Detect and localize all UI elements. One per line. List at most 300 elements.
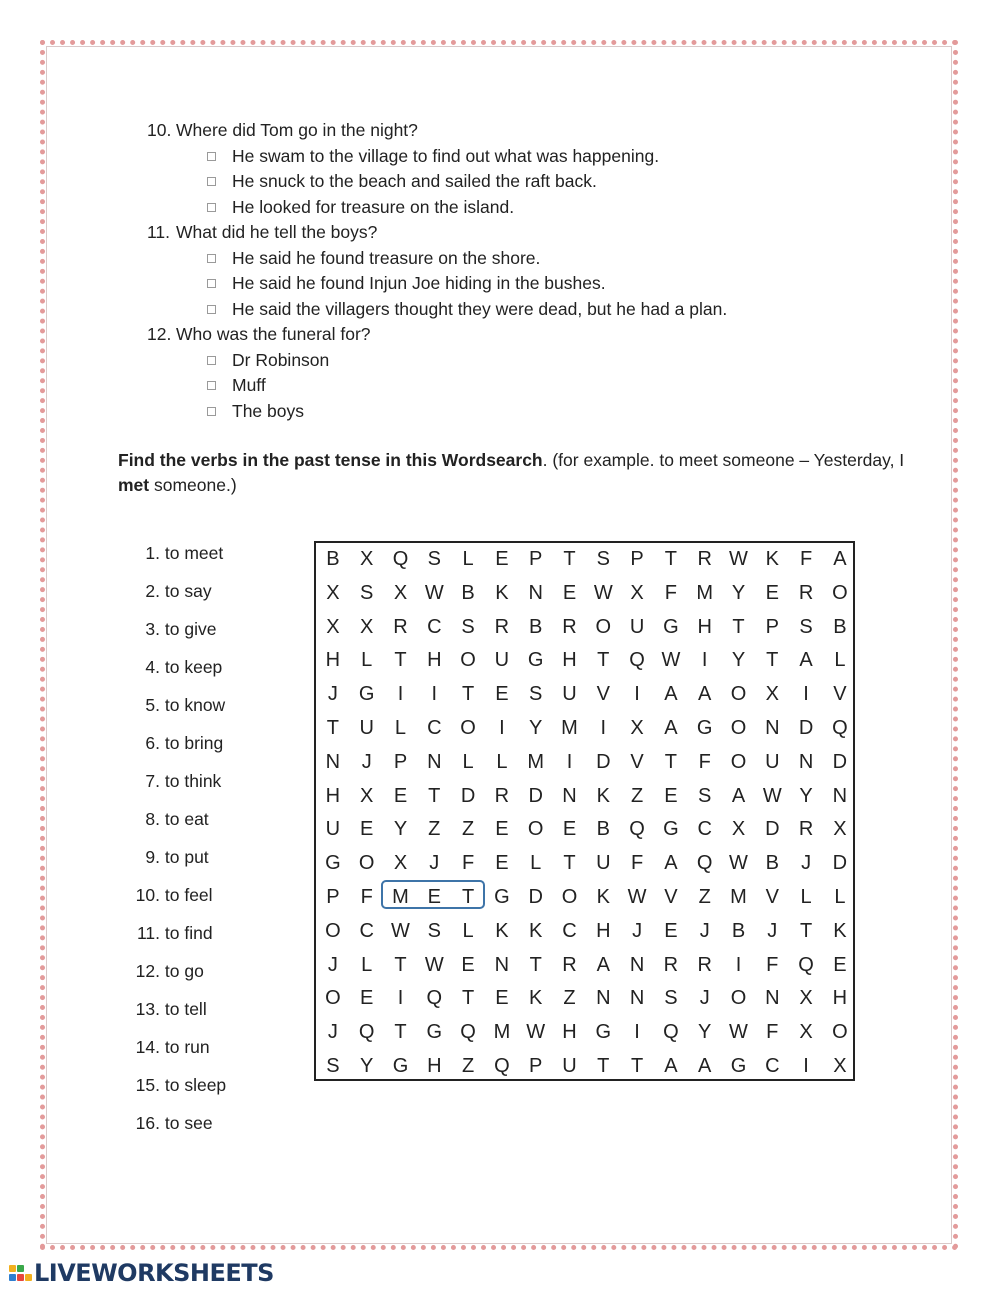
grid-cell[interactable]: O bbox=[730, 750, 747, 773]
logo-square bbox=[9, 1265, 16, 1272]
grid-cell[interactable]: N bbox=[562, 784, 577, 807]
grid-cell[interactable]: X bbox=[833, 1055, 847, 1077]
grid-cell[interactable]: K bbox=[765, 548, 779, 570]
grid-cell[interactable]: Z bbox=[698, 886, 711, 908]
grid-cell[interactable]: J bbox=[327, 683, 338, 706]
grid-cell[interactable]: Y bbox=[731, 581, 746, 604]
answer-option-label: He said the villagers thought they were dead, but he had a plan. bbox=[232, 298, 728, 319]
grid-cell[interactable]: R bbox=[798, 581, 814, 604]
grid-cell[interactable]: P bbox=[529, 1055, 543, 1077]
grid-cell[interactable]: W bbox=[391, 919, 410, 942]
grid-cell[interactable]: K bbox=[495, 581, 509, 604]
grid-cell[interactable]: T bbox=[732, 615, 745, 638]
grid-cell[interactable]: H bbox=[562, 649, 577, 672]
grid-cell[interactable]: O bbox=[595, 615, 612, 638]
grid-cell[interactable]: Q bbox=[460, 1021, 476, 1044]
checkbox-icon[interactable] bbox=[207, 203, 216, 212]
grid-cell[interactable]: G bbox=[325, 852, 341, 875]
grid-cell[interactable]: M bbox=[730, 886, 747, 908]
grid-cell[interactable]: C bbox=[427, 717, 442, 739]
grid-cell[interactable]: X bbox=[765, 683, 779, 706]
grid-cell[interactable]: X bbox=[799, 1021, 813, 1044]
grid-cell[interactable]: N bbox=[629, 953, 645, 976]
grid-cell[interactable]: Q bbox=[358, 1021, 375, 1044]
grid-cell[interactable]: B bbox=[833, 615, 847, 638]
grid-cell[interactable]: J bbox=[361, 750, 372, 773]
grid-cell[interactable]: X bbox=[630, 717, 644, 739]
grid-cell[interactable]: D bbox=[798, 717, 814, 739]
grid-cell[interactable]: N bbox=[798, 750, 814, 773]
grid-cell[interactable]: E bbox=[360, 818, 374, 841]
grid-cell[interactable]: W bbox=[729, 548, 748, 570]
grid-cell[interactable]: M bbox=[527, 750, 545, 773]
grid-cell[interactable]: I bbox=[600, 717, 607, 739]
grid-cell[interactable]: B bbox=[326, 548, 340, 570]
grid-cell[interactable]: N bbox=[494, 953, 510, 976]
grid-cell[interactable]: E bbox=[360, 987, 374, 1010]
grid-cell[interactable]: S bbox=[360, 581, 374, 604]
grid-cell[interactable]: G bbox=[696, 717, 713, 739]
answer-option[interactable] bbox=[207, 246, 727, 272]
answer-option[interactable] bbox=[207, 373, 727, 399]
verb-item bbox=[118, 844, 248, 882]
verb-number: 15. bbox=[135, 1075, 160, 1095]
grid-cell[interactable]: H bbox=[832, 987, 848, 1010]
grid-cell[interactable]: Z bbox=[630, 784, 644, 807]
grid-cell[interactable]: H bbox=[697, 615, 712, 638]
verb-label: to bring bbox=[164, 733, 224, 753]
grid-cell[interactable]: J bbox=[699, 919, 710, 942]
answer-option[interactable] bbox=[207, 195, 727, 221]
grid-cell[interactable]: R bbox=[562, 615, 577, 638]
grid-cell[interactable]: M bbox=[493, 1021, 511, 1044]
grid-cell[interactable]: L bbox=[834, 886, 846, 908]
grid-cell[interactable]: E bbox=[495, 683, 509, 706]
grid-cell[interactable]: O bbox=[832, 1021, 848, 1044]
grid-cell[interactable]: I bbox=[634, 683, 640, 706]
grid-cell[interactable]: Q bbox=[629, 649, 645, 672]
grid-cell[interactable]: E bbox=[495, 548, 509, 570]
verb-number: 1. bbox=[145, 543, 160, 563]
question-number: 10. bbox=[147, 120, 172, 140]
grid-cell[interactable]: A bbox=[664, 1055, 678, 1077]
grid-cell[interactable]: P bbox=[630, 548, 644, 570]
grid-cell[interactable]: T bbox=[597, 649, 610, 672]
grid-cell[interactable]: C bbox=[359, 919, 374, 942]
answer-option[interactable] bbox=[207, 271, 727, 297]
grid-cell[interactable]: D bbox=[596, 750, 611, 773]
grid-cell[interactable]: K bbox=[529, 987, 543, 1010]
verb-label: to feel bbox=[164, 885, 213, 905]
grid-cell[interactable]: L bbox=[496, 750, 508, 773]
grid-cell[interactable]: C bbox=[427, 615, 442, 638]
grid-cell[interactable]: U bbox=[494, 649, 510, 672]
grid-cell[interactable]: I bbox=[701, 649, 708, 672]
grid-cell[interactable]: K bbox=[596, 886, 610, 908]
grid-cell[interactable]: U bbox=[562, 683, 577, 706]
grid-cell[interactable]: L bbox=[462, 548, 474, 570]
grid-cell[interactable]: J bbox=[327, 953, 338, 976]
grid-cell[interactable]: X bbox=[360, 548, 374, 570]
answer-option[interactable] bbox=[207, 297, 727, 323]
grid-cell[interactable]: S bbox=[427, 919, 441, 942]
grid-cell[interactable]: H bbox=[427, 649, 442, 672]
grid-cell[interactable]: S bbox=[326, 1055, 340, 1077]
grid-cell[interactable]: V bbox=[630, 750, 644, 773]
grid-cell[interactable]: C bbox=[765, 1055, 780, 1077]
grid-cell[interactable]: E bbox=[562, 581, 577, 604]
grid-cell[interactable]: L bbox=[361, 649, 373, 672]
grid-cell[interactable]: T bbox=[766, 649, 779, 672]
grid-cell[interactable]: V bbox=[765, 886, 779, 908]
grid-cell[interactable]: L bbox=[800, 886, 812, 908]
grid-cell[interactable]: B bbox=[596, 818, 610, 841]
checkbox-icon[interactable] bbox=[207, 407, 216, 416]
grid-cell[interactable]: E bbox=[495, 818, 509, 841]
grid-cell[interactable]: G bbox=[358, 683, 375, 706]
grid-cell[interactable]: T bbox=[799, 919, 813, 942]
grid-cell[interactable]: F bbox=[360, 886, 373, 908]
grid-cell[interactable]: U bbox=[629, 615, 645, 638]
grid-cell[interactable]: I bbox=[803, 683, 809, 706]
grid-cell[interactable]: C bbox=[697, 818, 712, 841]
grid-cell[interactable]: Q bbox=[494, 1055, 510, 1077]
checkbox-icon[interactable] bbox=[207, 279, 216, 288]
grid-cell[interactable]: G bbox=[426, 1021, 443, 1044]
grid-cell[interactable]: T bbox=[563, 548, 576, 570]
grid-cell[interactable]: K bbox=[495, 919, 509, 942]
grid-cell[interactable]: G bbox=[392, 1055, 409, 1077]
answer-option[interactable] bbox=[207, 348, 727, 374]
grid-cell[interactable]: H bbox=[562, 1021, 577, 1044]
grid-cell[interactable]: N bbox=[427, 750, 442, 773]
grid-cell[interactable]: E bbox=[664, 919, 678, 942]
grid-cell[interactable]: N bbox=[629, 987, 645, 1010]
question-text: Where did Tom go in the night? bbox=[176, 120, 418, 140]
grid-cell[interactable]: G bbox=[663, 818, 679, 841]
grid-cell[interactable]: R bbox=[494, 615, 510, 638]
grid-cell[interactable]: Q bbox=[663, 1021, 679, 1044]
grid-cell[interactable]: V bbox=[833, 683, 847, 706]
grid-cell[interactable]: D bbox=[528, 784, 543, 807]
grid-cell[interactable]: R bbox=[697, 548, 712, 570]
grid-cell[interactable]: J bbox=[632, 919, 643, 942]
grid-cell[interactable]: Y bbox=[360, 1055, 374, 1077]
grid-cell[interactable]: R bbox=[562, 953, 577, 976]
grid-cell[interactable]: W bbox=[729, 852, 748, 875]
grid-cell[interactable]: E bbox=[765, 581, 779, 604]
grid-cell[interactable]: Y bbox=[799, 784, 813, 807]
grid-cell[interactable]: T bbox=[597, 1055, 610, 1077]
grid-cell[interactable]: J bbox=[801, 852, 812, 875]
logo-icon bbox=[8, 1261, 32, 1285]
grid-cell[interactable]: G bbox=[730, 1055, 747, 1077]
checkbox-icon[interactable] bbox=[207, 254, 216, 263]
grid-cell[interactable]: U bbox=[359, 717, 374, 739]
grid-cell[interactable]: Q bbox=[426, 987, 443, 1010]
grid-cell[interactable]: T bbox=[428, 784, 441, 807]
grid-cell[interactable]: T bbox=[326, 717, 339, 739]
verb-item bbox=[118, 996, 248, 1034]
grid-cell[interactable]: G bbox=[595, 1021, 612, 1044]
grid-cell[interactable]: W bbox=[661, 649, 681, 672]
grid-cell[interactable]: Q bbox=[832, 717, 848, 739]
answer-option[interactable] bbox=[207, 144, 727, 170]
grid-cell[interactable]: M bbox=[392, 886, 409, 908]
grid-cell[interactable]: D bbox=[765, 818, 780, 841]
grid-cell[interactable]: J bbox=[429, 852, 440, 875]
grid-cell[interactable]: O bbox=[730, 987, 747, 1010]
checkbox-icon[interactable] bbox=[207, 381, 216, 390]
grid-cell[interactable]: Z bbox=[461, 1055, 475, 1077]
grid-cell[interactable]: R bbox=[393, 615, 408, 638]
grid-cell[interactable]: X bbox=[833, 818, 847, 841]
checkbox-icon[interactable] bbox=[207, 152, 216, 161]
grid-cell[interactable]: Z bbox=[563, 987, 576, 1010]
instructions-text-2: someone.) bbox=[149, 475, 237, 495]
grid-cell[interactable]: D bbox=[832, 852, 848, 875]
grid-cell[interactable]: J bbox=[699, 987, 710, 1010]
grid-cell[interactable]: E bbox=[393, 784, 408, 807]
grid-cell[interactable]: Q bbox=[696, 852, 713, 875]
verb-label: to sleep bbox=[164, 1075, 227, 1095]
grid-cell[interactable]: I bbox=[499, 717, 505, 739]
grid-cell[interactable]: T bbox=[461, 886, 475, 908]
verb-number: 5. bbox=[145, 695, 160, 715]
grid-cell[interactable]: Y bbox=[393, 818, 408, 841]
grid-cell[interactable]: S bbox=[529, 683, 543, 706]
grid-cell[interactable]: R bbox=[798, 818, 814, 841]
grid-cell[interactable]: T bbox=[563, 852, 576, 875]
grid-cell[interactable]: D bbox=[460, 784, 476, 807]
grid-cell[interactable]: F bbox=[766, 953, 779, 976]
verb-number: 11. bbox=[136, 923, 160, 943]
grid-cell[interactable]: S bbox=[698, 784, 712, 807]
grid-cell[interactable]: E bbox=[495, 852, 509, 875]
logo-text: LIVEWORKSHEETS bbox=[34, 1259, 274, 1287]
grid-cell[interactable]: U bbox=[765, 750, 780, 773]
checkbox-icon[interactable] bbox=[207, 356, 216, 365]
grid-cell[interactable]: E bbox=[833, 953, 847, 976]
grid-cell[interactable]: X bbox=[393, 852, 408, 875]
grid-cell[interactable]: D bbox=[528, 886, 543, 908]
grid-cell[interactable]: N bbox=[325, 750, 341, 773]
grid-cell[interactable]: W bbox=[729, 1021, 748, 1044]
grid-cell[interactable]: L bbox=[394, 717, 407, 739]
grid-cell[interactable]: I bbox=[803, 1055, 809, 1077]
grid-cell[interactable]: H bbox=[596, 919, 611, 942]
instructions-bold-example: met bbox=[118, 475, 150, 495]
grid-cell[interactable]: T bbox=[394, 649, 407, 672]
grid-cell[interactable]: W bbox=[424, 953, 444, 976]
grid-cell[interactable]: W bbox=[593, 581, 613, 604]
grid-cell[interactable]: Y bbox=[731, 649, 746, 672]
grid-cell[interactable]: Z bbox=[428, 818, 441, 841]
grid-cell[interactable]: N bbox=[765, 987, 780, 1010]
instructions-text-1: . (for example. to meet someone – Yesterday, I bbox=[542, 450, 905, 470]
grid-cell[interactable]: U bbox=[562, 1055, 577, 1077]
grid-cell[interactable]: M bbox=[696, 581, 714, 604]
grid-cell[interactable]: S bbox=[596, 548, 610, 570]
answer-option[interactable] bbox=[207, 399, 727, 425]
grid-cell[interactable]: T bbox=[461, 683, 475, 706]
grid-cell[interactable]: E bbox=[664, 784, 678, 807]
grid-cell[interactable]: X bbox=[799, 987, 813, 1010]
grid-cell[interactable]: X bbox=[630, 581, 644, 604]
grid-cell[interactable]: I bbox=[634, 1021, 640, 1044]
grid-cell[interactable]: O bbox=[730, 717, 747, 739]
grid-cell[interactable]: H bbox=[325, 784, 341, 807]
grid-cell[interactable]: F bbox=[630, 852, 644, 875]
grid-cell[interactable]: I bbox=[397, 987, 404, 1010]
grid-cell[interactable]: I bbox=[566, 750, 573, 773]
answer-option-label: He said he found Injun Joe hiding in the bushes. bbox=[232, 273, 606, 293]
grid-cell[interactable]: H bbox=[427, 1055, 442, 1077]
grid-cell[interactable]: X bbox=[326, 615, 340, 638]
wordsearch-grid[interactable] bbox=[314, 541, 855, 1081]
grid-cell[interactable]: T bbox=[630, 1055, 644, 1077]
grid-cell[interactable]: G bbox=[494, 886, 510, 908]
grid-cell[interactable]: P bbox=[393, 750, 408, 773]
grid-cell[interactable]: T bbox=[394, 953, 407, 976]
grid-cell[interactable]: J bbox=[767, 919, 778, 942]
checkbox-icon[interactable] bbox=[207, 177, 216, 186]
grid-cell[interactable]: Q bbox=[392, 548, 409, 570]
grid-cell[interactable]: E bbox=[427, 886, 441, 908]
grid-cell[interactable]: S bbox=[427, 548, 441, 570]
grid-cell[interactable]: V bbox=[596, 683, 610, 706]
grid-cell[interactable]: T bbox=[461, 987, 475, 1010]
grid-cell[interactable]: F bbox=[698, 750, 711, 773]
grid-cell[interactable]: P bbox=[765, 615, 779, 638]
grid-cell[interactable]: O bbox=[358, 852, 375, 875]
grid-cell[interactable]: L bbox=[462, 750, 474, 773]
grid-cell[interactable]: Q bbox=[629, 818, 645, 841]
grid-cell[interactable]: B bbox=[731, 919, 746, 942]
grid-cell[interactable]: A bbox=[664, 852, 678, 875]
grid-cell[interactable]: A bbox=[664, 717, 678, 739]
answer-option[interactable] bbox=[207, 169, 727, 195]
grid-cell[interactable]: N bbox=[832, 784, 848, 807]
grid-cell[interactable]: O bbox=[460, 717, 476, 739]
grid-cell[interactable]: H bbox=[325, 649, 341, 672]
grid-cell[interactable]: A bbox=[596, 953, 610, 976]
grid-cell[interactable]: N bbox=[765, 717, 780, 739]
verb-number: 14. bbox=[135, 1037, 160, 1057]
grid-cell[interactable]: R bbox=[697, 953, 712, 976]
grid-cell[interactable]: O bbox=[730, 683, 747, 706]
grid-cell[interactable]: S bbox=[664, 987, 678, 1010]
grid-cell[interactable]: W bbox=[627, 886, 647, 908]
grid-cell[interactable]: Y bbox=[529, 717, 543, 739]
grid-cell[interactable]: A bbox=[731, 784, 746, 807]
grid-cell[interactable]: C bbox=[562, 919, 577, 942]
grid-cell[interactable]: Y bbox=[698, 1021, 712, 1044]
grid-cell[interactable]: O bbox=[527, 818, 544, 841]
grid-cell[interactable]: G bbox=[527, 649, 544, 672]
grid-cell[interactable]: X bbox=[360, 615, 374, 638]
grid-cell[interactable]: B bbox=[765, 852, 779, 875]
grid-cell[interactable]: S bbox=[461, 615, 475, 638]
grid-cell[interactable]: A bbox=[698, 683, 712, 706]
verb-label: to go bbox=[164, 961, 204, 981]
grid-cell[interactable]: P bbox=[529, 548, 543, 570]
grid-cell[interactable]: U bbox=[325, 818, 341, 841]
grid-cell[interactable]: X bbox=[326, 581, 340, 604]
grid-cell[interactable]: T bbox=[394, 1021, 407, 1044]
grid-cell[interactable]: R bbox=[663, 953, 679, 976]
grid-cell[interactable]: F bbox=[766, 1021, 779, 1044]
grid-cell[interactable]: B bbox=[529, 615, 543, 638]
grid-cell[interactable]: I bbox=[735, 953, 742, 976]
grid-cell[interactable]: K bbox=[596, 784, 610, 807]
grid-cell[interactable]: N bbox=[596, 987, 611, 1010]
grid-cell[interactable]: W bbox=[424, 581, 444, 604]
grid-cell[interactable]: D bbox=[832, 750, 848, 773]
grid-cell[interactable]: W bbox=[762, 784, 782, 807]
grid-cell[interactable]: L bbox=[462, 919, 474, 942]
verb-item bbox=[118, 768, 248, 806]
grid-cell[interactable]: F bbox=[799, 548, 813, 570]
grid-cell[interactable]: E bbox=[495, 987, 509, 1010]
grid-cell[interactable]: I bbox=[397, 683, 404, 706]
grid-cell[interactable]: E bbox=[461, 953, 475, 976]
checkbox-icon[interactable] bbox=[207, 305, 216, 314]
grid-cell[interactable]: A bbox=[664, 683, 678, 706]
grid-cell[interactable]: S bbox=[799, 615, 813, 638]
grid-cell[interactable]: F bbox=[461, 852, 475, 875]
grid-cell[interactable]: O bbox=[325, 919, 341, 942]
grid-cell[interactable]: T bbox=[529, 953, 542, 976]
grid-cell[interactable]: O bbox=[832, 581, 848, 604]
grid-cell[interactable]: A bbox=[698, 1055, 712, 1077]
grid-cell[interactable]: A bbox=[799, 649, 813, 672]
grid-cell[interactable]: U bbox=[596, 852, 611, 875]
grid-cell[interactable]: O bbox=[460, 649, 476, 672]
question bbox=[147, 322, 727, 348]
grid-cell[interactable]: T bbox=[664, 548, 677, 570]
grid-cell[interactable]: P bbox=[326, 886, 340, 908]
grid-cell[interactable]: L bbox=[834, 649, 846, 672]
grid-cell[interactable]: A bbox=[833, 548, 847, 570]
grid-cell[interactable]: N bbox=[528, 581, 543, 604]
grid-cell[interactable]: O bbox=[325, 987, 341, 1010]
grid-cell[interactable]: V bbox=[664, 886, 678, 908]
verb-item bbox=[118, 882, 248, 920]
grid-cell[interactable]: Z bbox=[461, 818, 475, 841]
grid-cell[interactable]: T bbox=[664, 750, 677, 773]
grid-cell[interactable]: X bbox=[360, 784, 374, 807]
verb-number: 12. bbox=[135, 961, 160, 981]
grid-cell[interactable]: L bbox=[361, 953, 373, 976]
grid-cell[interactable]: B bbox=[461, 581, 475, 604]
grid-cell[interactable]: K bbox=[529, 919, 543, 942]
grid-cell[interactable]: M bbox=[561, 717, 578, 739]
grid-cell[interactable]: X bbox=[731, 818, 746, 841]
grid-cell[interactable]: O bbox=[561, 886, 578, 908]
grid-cell[interactable]: K bbox=[833, 919, 847, 942]
grid-cell[interactable]: G bbox=[663, 615, 679, 638]
grid-cell[interactable]: J bbox=[327, 1021, 338, 1044]
grid-cell[interactable]: R bbox=[494, 784, 510, 807]
grid-cell[interactable]: X bbox=[393, 581, 408, 604]
grid-cell[interactable]: I bbox=[431, 683, 438, 706]
grid-cell[interactable]: W bbox=[526, 1021, 546, 1044]
grid-cell[interactable]: Q bbox=[798, 953, 814, 976]
grid-cell[interactable]: L bbox=[530, 852, 542, 875]
grid-cell[interactable]: E bbox=[562, 818, 577, 841]
grid-cell[interactable]: F bbox=[664, 581, 677, 604]
